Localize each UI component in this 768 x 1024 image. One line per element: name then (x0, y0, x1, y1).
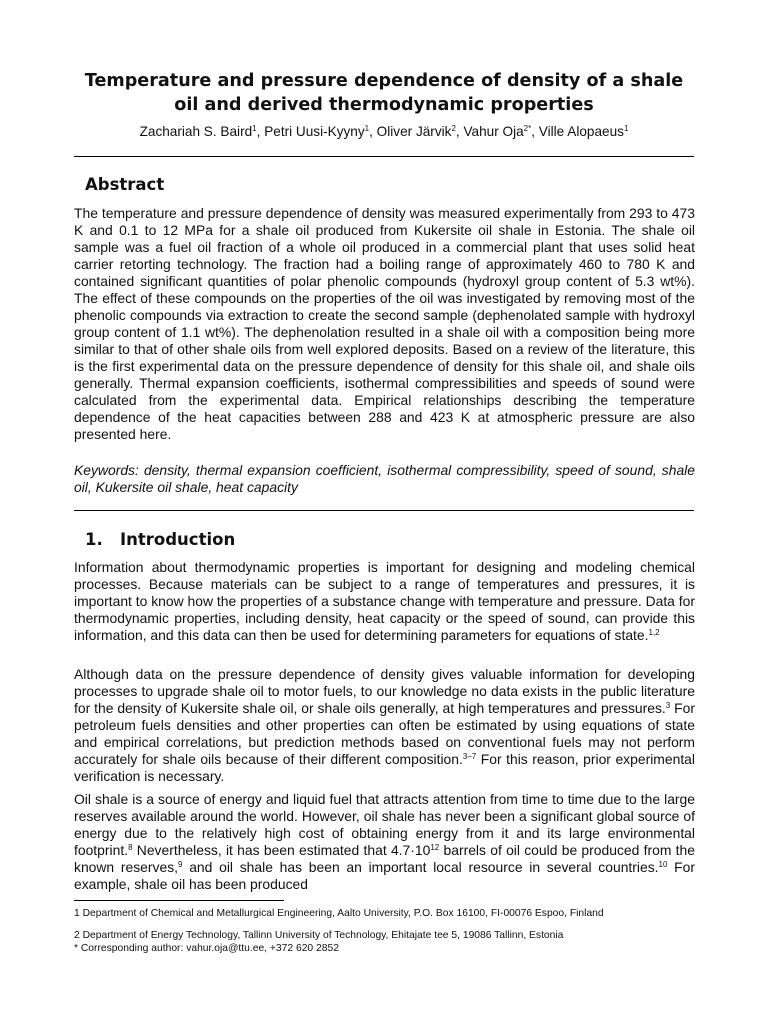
paragraph-text: For example, shale oil has been produced (74, 859, 695, 892)
intro-paragraph-3 (74, 791, 695, 893)
introduction-heading (85, 530, 235, 550)
citation: 9 (178, 860, 183, 869)
paper-title (74, 69, 694, 117)
intro-paragraph-2 (74, 666, 695, 785)
citation: 1,2 (648, 628, 660, 637)
paragraph-text: For this reason, prior experimental verification is necessary. (74, 751, 695, 784)
citation: 8 (128, 843, 133, 852)
title-line-1: Temperature and pressure dependence of density of a shale (84, 71, 684, 91)
footnote-corresponding-author: * Corresponding author: vahur.oja@ttu.ee, +372 620 2852 (74, 943, 339, 954)
title-line-2: oil and derived thermodynamic properties (174, 95, 594, 115)
author-list (74, 123, 694, 141)
citation: 3–7 (462, 752, 477, 761)
section-title: Introduction (120, 530, 236, 549)
author-separator: , (369, 124, 377, 139)
paragraph-text: Information about thermodynamic properties is important for designing and modeling chemical processes. Because materials can be subject to a range of temperatures and pressures, it is important to know how the properties of a substance change with temperature and pressure. Data for thermodynamic properties, including density, heat capacity or the speed of sound, can provide this information, and this data can then be used for determining parameters for equations of state. (74, 559, 695, 643)
footnote-divider (74, 900, 284, 901)
author-affiliation: 2* (523, 124, 532, 133)
author: Oliver Järvik (376, 124, 452, 139)
author: Zachariah S. Baird (139, 124, 253, 139)
citation: 10 (658, 860, 668, 869)
abstract-divider (74, 510, 694, 511)
paragraph-text: and oil shale has been an important local resource in several countries. (182, 859, 659, 875)
exponent: 12 (430, 843, 440, 852)
author-separator: , (531, 124, 539, 139)
intro-paragraph-1 (74, 559, 695, 644)
abstract-heading: Abstract (85, 175, 165, 194)
author-affiliation: 1 (623, 124, 629, 133)
author-affiliation: 1 (364, 124, 370, 133)
footnote-affiliation-1: 1 Department of Chemical and Metallurgical Engineering, Aalto University, P.O. Box 16100, FI-00076 Espoo, Finland (74, 908, 604, 919)
header-divider (74, 156, 694, 157)
paragraph-text: Although data on the pressure dependence of density gives valuable information for developing processes to upgrade shale oil to motor fuels, to our knowledge no data exists in the public literature for the density of Kukersite shale oil, or shale oils generally, at high temperatures and pressures. (74, 666, 695, 716)
author-separator: , (455, 124, 464, 139)
paragraph-text: Nevertheless, it has been estimated that 4.7·10 (132, 842, 431, 858)
citation: 3 (665, 701, 671, 710)
abstract-text: The temperature and pressure dependence of density was measured experimentally from 293 to 473 K and 0.1 to 12 MPa for a shale oil produced from Kukersite oil shale in Estonia. The shale oil sample was a fuel oil fraction of a whole oil produced in a commercial plant that uses solid heat carrier retorting technology. The fraction had a boiling range of approximately 460 to 780 K and contained significant quantities of polar phenolic compounds (hydroxyl group content of 5.3 wt%). The effect of these compounds on the properties of the oil was investigated by removing most of the phenolic compounds via extraction to create the second sample (dephenolated sample with hydroxyl group content of 1.1 wt%). The dephenolation resulted in a shale oil with a composition being more similar to that of other shale oils from well explored deposits. Based on a review of the literature, this is the first experimental data on the pressure dependence of density for this shale oil, and shale oils generally. Thermal expansion coefficients, isothermal compressibilities and speeds of sound were calculated from the experimental data. Empirical relationships describing the temperature dependence of the heat capacities between 288 and 423 K at atmospheric pressure are also presented here. (74, 205, 695, 442)
author: Ville Alopaeus (538, 124, 624, 139)
author-affiliation: 2 (451, 124, 456, 133)
author-separator: , (256, 124, 265, 139)
keywords: Keywords: density, thermal expansion coefficient, isothermal compressibility, speed of sound, shale oil, Kukersite oil shale, heat capacity (74, 462, 695, 495)
paragraph-text: Oil shale is a source of energy and liquid fuel that attracts attention from time to time due to the large reserves available around the world. However, oil shale has never been a significant global source of energy due to the relatively high cost of obtaining energy from it and its large environmental footprint. (74, 791, 695, 858)
paragraph-text: For petroleum fuels densities and other properties can often be estimated by using equations of state and empirical correlations, but prediction methods based on conventional fuels may not perform accurately for shale oils because of their different composition. (74, 700, 695, 767)
author: Vahur Oja (463, 124, 524, 139)
author-affiliation: 1 (252, 124, 257, 133)
paragraph-text: barrels of oil could be produced from the known reserves, (74, 842, 695, 875)
section-number: 1. (85, 530, 103, 549)
author: Petri Uusi-Kyyny (264, 124, 365, 139)
footnote-affiliation-2: 2 Department of Energy Technology, Tallinn University of Technology, Ehitajate tee 5, 19086 Tallinn, Estonia (74, 930, 564, 941)
